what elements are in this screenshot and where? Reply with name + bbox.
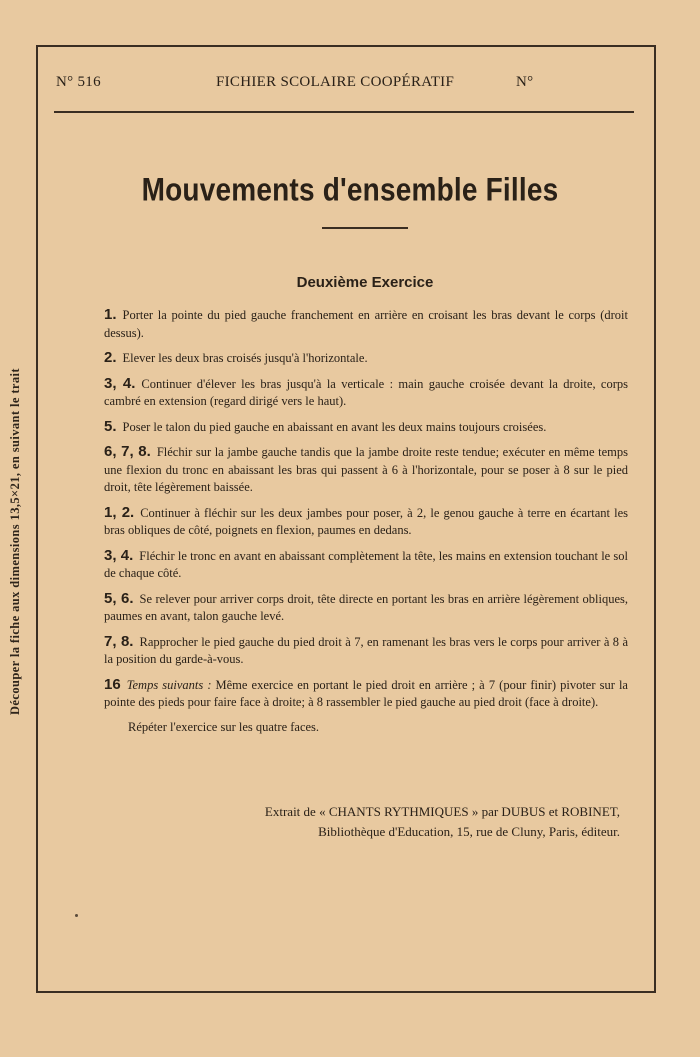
step-text: Continuer à fléchir sur les deux jambes pour poser, à 2, le genou gauche à terre en écartant les bras obliques de côté, poignets en flexion, paumes en dedans. — [104, 505, 629, 537]
step-text: Poser le talon du pied gauche en abaissant en avant les deux mains toujours croisées. — [122, 419, 547, 434]
page-title: Mouvements d'ensemble Filles — [141, 171, 559, 208]
step-number: 16 — [104, 675, 121, 693]
step-number: 3, 4. — [104, 546, 134, 564]
step-number: 1. — [104, 306, 117, 323]
step-number: 3, 4. — [104, 374, 136, 392]
step-item — [104, 590, 628, 626]
step-text: Se relever pour arriver corps droit, tête directe en portant les bras en arrière légèrement obliques, paumes en avant, talon gauche levé. — [104, 591, 629, 623]
step-item — [104, 676, 628, 712]
number-label: N° — [516, 74, 534, 90]
step-number: 2. — [104, 349, 117, 366]
step-text: Rapprocher le pied gauche du pied droit à 7, en ramenant les bras vers le corps pour arriver à 8 à la position du garde-à-vous. — [104, 634, 629, 666]
step-number: 6, 7, 8. — [104, 443, 151, 460]
step-text: Même exercice en portant le pied droit en arrière ; à 7 (pour finir) pivoter sur la pointe des pieds pour faire face à droite; à 8 rassembler le pied gauche au pied droit (face à droite). — [104, 677, 628, 709]
step-item — [104, 547, 628, 583]
side-instruction: Découper la fiche aux dimensions 13,5×21, en suivant le trait — [8, 368, 22, 715]
source-line-1: Extrait de « CHANTS RYTHMIQUES » par DUBUS et ROBINET, — [264, 804, 620, 819]
repeat-note: Répéter l'exercice sur les quatre faces. — [128, 719, 320, 734]
header-title: FICHIER SCOLAIRE COOPÉRATIF — [216, 74, 455, 90]
header — [56, 72, 636, 96]
step-item — [104, 504, 628, 540]
step-text: Continuer d'élever les bras jusqu'à la verticale : main gauche croisée devant la droite, corps cambré en extension (regard dirigé vers le haut). — [104, 376, 629, 408]
step-item — [104, 633, 628, 669]
step-text: Fléchir sur la jambe gauche tandis que la jambe droite reste tendue; exécuter en même temps une flexion du tronc en abaissant les bras qui passent à 6 à l'horizontale, pour se poser à 8 sur le pied droit, tête légèrement baissée. — [104, 445, 628, 494]
step-number: 5, 6. — [104, 589, 134, 607]
step-text: Porter la pointe du pied gauche franchement en arrière en croisant les bras devant le corps (droit dessus). — [104, 308, 628, 340]
step-number: 5. — [104, 417, 117, 435]
step-item — [104, 349, 628, 368]
step-text: Fléchir le tronc en avant en abaissant complètement la tête, les mains en extension touchant le sol de chaque côté. — [104, 548, 628, 580]
exercise-subtitle: Deuxième Exercice — [296, 274, 434, 291]
source-citation — [200, 802, 620, 842]
step-number: 1, 2. — [104, 503, 135, 521]
source-line-2: Bibliothèque d'Education, 15, rue de Cluny, Paris, éditeur. — [318, 824, 620, 839]
card-number: N° 516 — [56, 74, 101, 90]
step-item — [104, 443, 628, 497]
title-rule — [322, 227, 408, 229]
step-label: Temps suivants : — [126, 677, 212, 692]
paper-speck — [75, 914, 78, 917]
step-item — [104, 418, 628, 437]
step-item — [104, 306, 628, 342]
step-item — [104, 375, 628, 411]
steps-list — [104, 306, 628, 736]
step-text: Elever les deux bras croisés jusqu'à l'horizontale. — [122, 351, 368, 365]
header-rule — [54, 111, 634, 113]
step-number: 7, 8. — [104, 632, 134, 650]
